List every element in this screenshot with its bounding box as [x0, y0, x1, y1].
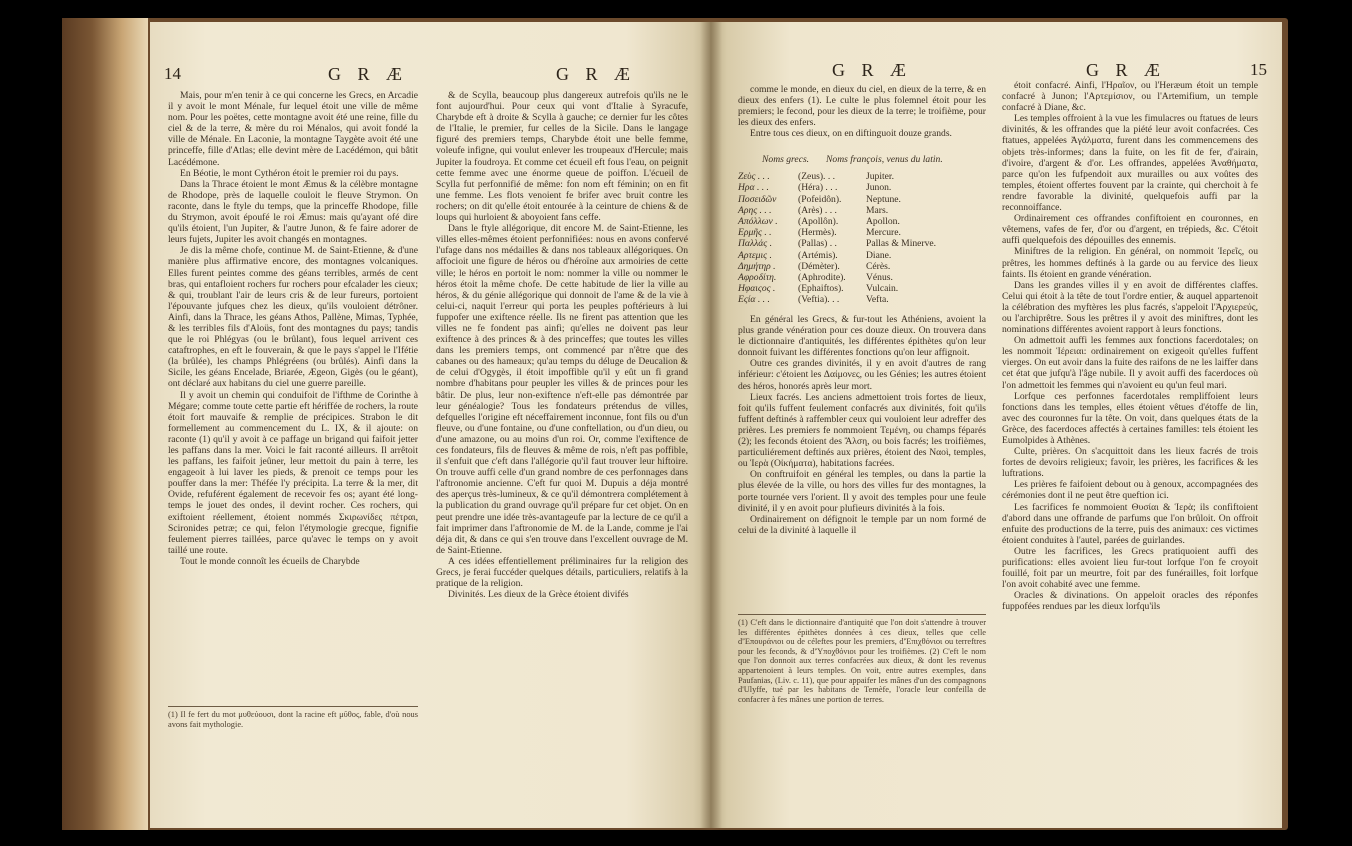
- page-number-left: 14: [164, 64, 181, 83]
- paragraph: Les temples offroient à la vue les fimulacres ou ftatues de leurs divinités, & les offrandes que la piété leur avoit confacrées. Ces ftatues, appelées Ἀγάλματα, furent dans les commencemens des objets très-informes; dans la fuite, on les fit de fer, d'airain, d'ivoire, d'argent & d'or. Les offrandes, appelées Ἀναθήματα, parce qu'on les fufpendoit aux murailles ou aux voûtes des temples, étoient offertes fouvent par la crainte, qui cherchoit à fe rendre favorable la divinité, quelquefois auffi par la reconnoiffance.: [1002, 113, 1258, 214]
- paragraph: On admettoit auffi les femmes aux fonctions facerdotales; on les nommoit Ἱέρειαι: ordinairement on exigeoit qu'elles fuffent vierges. On eut avoir dans la fuite des raifons de ne les laiffer dans cet état que jufqu'à l'âge nubile. Il y avoit auffi des facerdoces où l'on admettoit les femmes qui n'avoient eu qu'un feul mari.: [1002, 335, 1258, 391]
- paragraph: Oracles & divinations. On appeloit oracles des réponfes fuppofées rendues par les dieux lorfqu'ils: [1002, 590, 1258, 613]
- paragraph: Culte, prières. On s'acquittoit dans les lieux facrés de trois fortes de devoirs religieux; favoir, les prières, les facrifices & les luftrations.: [1002, 446, 1258, 480]
- french-name: Neptune.: [866, 193, 901, 205]
- greek-name: Αφροδίτη.: [738, 272, 777, 284]
- paragraph: Tout le monde connoît les écueils de Charybde: [180, 555, 360, 567]
- greek-name: Ποσειδῶν: [738, 193, 777, 205]
- running-head-left-1: G R Æ: [328, 64, 409, 84]
- greek-name: Ζεὺς . . .: [738, 171, 770, 183]
- header-greek-names: Noms grecs.: [762, 154, 810, 165]
- paragraph: comme le monde, en dieux du ciel, en dieux de la terre, & en dieux des enfers (1). Le culte le plus folemnel étoit pour les premiers; le fecond, pour les dieux de la terre; le troifième, pour les dieux des enfers.: [738, 84, 986, 129]
- footnote-rule: [168, 706, 418, 707]
- greek-name: Ηρα . . .: [738, 182, 769, 194]
- footnote-rule: [738, 614, 986, 615]
- transliteration: (Zeus). . .: [798, 171, 836, 183]
- french-name: Cérès.: [866, 260, 891, 272]
- greek-name: Ερμῆς . .: [738, 227, 772, 239]
- paragraph: Outre les facrifices, les Grecs pratiquoient auffi des purifications: elles avoient lieu fur-tout lorfque l'on fe croyoit fouillé, foit par un meurtre, foit par des funérailles, foit lorfque l'on avoit cohabité avec une femme.: [1002, 545, 1258, 591]
- right-page: [710, 22, 1282, 828]
- french-name: Jupiter.: [866, 171, 894, 183]
- table-row: [738, 283, 988, 294]
- paragraph: Ordinairement ces offrandes confiftoient en couronnes, en vêtemens, vafes de fer, d'or ou d'argent, en trépieds, &c. C'étoit auffi quelquefois des dépouilles des ennemis.: [1002, 213, 1258, 247]
- right-page-column-2: [1002, 80, 1258, 734]
- running-head-right-2: G R Æ: [1086, 60, 1167, 80]
- book-gutter: [700, 22, 722, 828]
- greek-name: Δημήτηρ .: [738, 260, 776, 272]
- table-row: [738, 294, 988, 305]
- french-name: Mercure.: [866, 227, 901, 239]
- paragraph: Dans la Thrace étoient le mont Æmus & la célèbre montagne de Rhodope, près de laquelle couloit le fleuve Strymon. On raconte, dans le ftyle du temps, que la princeffe Rhodope, fille du Strymon, avoit époufé le roi Æmus: mais qu'ayant ofé dire qu'ils étoient, l'un Jupiter, & l'autre Junon, & fe faire adorer de leurs fujets, Jupiter les avoit changés en montagnes.: [168, 178, 418, 246]
- table-row: [738, 216, 988, 227]
- french-name: Junon.: [866, 182, 892, 194]
- transliteration: (Pofeidôn).: [798, 193, 842, 205]
- paragraph: Lieux facrés. Les anciens admettoient trois fortes de lieux, foit qu'ils fuffent feulement confacrés aux divinités, foit qu'ils fuffent deftinés à raffembler ceux qui vouloient leur adreffer des prières. Les premiers fe nommoient Τεμένη, ou champs féparés (2); les feconds étoient des Ἄλση, ou bois facrés; les troifièmes, particuliérement deftinés aux prières, étoient des Ναοὶ, temples, ou Ἱερὰ (Οἰκήματα), habitations facrées.: [738, 391, 986, 470]
- greek-name: Απόλλων .: [738, 216, 778, 228]
- table-row: [738, 250, 988, 261]
- running-head-right-1: G R Æ: [832, 60, 913, 80]
- page-edges: [62, 18, 148, 830]
- french-name: Diane.: [866, 249, 892, 261]
- left-page: [150, 22, 710, 828]
- transliteration: (Hermès).: [798, 227, 837, 239]
- gods-table: [738, 154, 988, 306]
- paragraph: Mais, pour m'en tenir à ce qui concerne les Grecs, en Arcadie il y avoit le mont Ménale, fur lequel étoit une ville de même nom. Pour les poëtes, cette montagne avoit été une reine, fille du ciel & de la terre, & mère du roi Ménalos, qui avoit fondé la ville de Ménale. En Laconie, la montagne Taygète avoit été une princeffe, fille d'Atlas; elle devint mère de Lacédémon, qui bâtit Lacédémone.: [168, 90, 418, 168]
- right-page-intro: [738, 84, 986, 150]
- gods-table-header: [738, 154, 988, 165]
- table-row: [738, 194, 988, 205]
- french-name: Pallas & Minerve.: [866, 238, 937, 250]
- footnotes: (1) C'eft dans le dictionnaire d'antiquité que l'on doit s'attendre à trouver les différentes épithètes données à ces dieux, telles que celle d'Ἐπουράνιοι ou de céleftes pour les premiers, d'Ἐπιχθόνιοι ou terreftres pour les feconds, & d'Ὑποχθόνιοι pour les troifièmes. (2) C'eft le nom que l'on donnoit aux terres confacrées aux dieux, & dont les revenus appartenoient à leurs temples. On voit, entre autres exemples, dans Paufanias, (Liv. c. 11), que pour appaifer les mânes d'un des compagnons d'Ulyffe, tué par les habitans de Temèfe, l'oracle leur confeilla de confacrer à fes mânes une portion de terres.: [738, 618, 986, 704]
- greek-name: Αρτεμις .: [738, 249, 772, 261]
- table-row: [738, 272, 988, 283]
- table-row: [738, 182, 988, 193]
- paragraph: A ces idées effentiellement préliminaires fur la religion des Grecs, je ferai fuccéder quelques détails, particuliers, relatifs à la pratique de la religion.: [436, 555, 688, 590]
- transliteration: (Artémis).: [798, 249, 838, 261]
- transliteration: (Pallas) . .: [798, 238, 837, 250]
- french-name: Vefta.: [866, 294, 889, 306]
- greek-name: Ηφαιςος .: [738, 283, 776, 295]
- paragraph: étoit confacré. Ainfi, l'Ηραῖον, ou l'Heræum étoit un temple confacré à Junon; l'Αρτεμίσιον, ou l'Artemifium, un temple confacré à Diane, &c.: [1002, 80, 1258, 114]
- greek-name: Εςία . . .: [738, 294, 770, 306]
- french-name: Apollon.: [866, 216, 900, 228]
- paragraph: Les prières fe faifoient debout ou à genoux, accompagnées des cérémonies dont il ne peut être queftion ici.: [1002, 479, 1258, 502]
- table-row: [738, 261, 988, 272]
- transliteration: (Arès) . . .: [798, 204, 837, 216]
- table-row: [738, 205, 988, 216]
- paragraph: Il y avoit un chemin qui conduifoit de l'ifthme de Corinthe à Mégare; comme toute cette partie eft hériffée de rochers, la route étoit fort mauvaife & remplie de précipices. Strabon le dit formellement au commencement du L. IX, & il ajoute: on raconte (1) qu'il y avoit à ce paffage un brigand qui faifoit jetter les paffans dans la mer. Voici le fait raconté ailleurs. Il arrêtoit les paffans, les faifoit jeûner, leur mettoit du pain à terre, les engageoit à lui laver les pieds, & prenoit ce temps pour les pouffer dans la mer: Théfée l'y précipita. La terre & la mer, dit Ovide, refuférent également de recevoir fes os; ayant été long-temps le jouet des ondes, il devint rocher. Ces rochers, qui exiftoient réellement, étoient nommés Σκιρωνίδες πέτραι, Scironides petræ; ce qui, felon l'étymologie grecque, fignifie feulement pierres taillées, parce qu'avec le temps on y avoit taillé une route.: [168, 389, 418, 556]
- page-number-right: 15: [1250, 60, 1267, 79]
- table-row: [738, 171, 988, 182]
- greek-name: Παλλάς .: [738, 238, 772, 250]
- paragraph: Divinités. Les dieux de la Grèce étoient divifés: [448, 589, 629, 601]
- table-row: [738, 238, 988, 249]
- paragraph: Je dis la même chofe, continue M. de Saint-Etienne, & d'une manière plus affirmative encore, des montagnes volcaniques. Elles furent peintes comme des géans terribles, armés de cent bras, qui entafloient rochers fur rochers pour efcalader les cieux; & qui, troublant l'air de leurs cris & de leur fureurs, portoient l'épouvante jufques chez les dieux, qu'ils vouloient détrôner. Ainfi, dans la Thrace, les géans Athos, Pallène, Mimas, Typhée, & les terribles fils d'Aloüs, font des montagnes du pays; tandis que le roi Phlégyas (ou le brûlant), fous lequel arrivent ces cataftrophes, en eft le fouverain, & que le pays s'appel le l'Ifétie (la brûlée), les champs Phlégréens (ou brûlés). Ainfi dans la Sicile, les géans Encelade, Briarée, Ægeon, Gigès (ou le géant), ont déclaré aux habitans du ciel une guerre pareille.: [168, 245, 418, 390]
- paragraph: Outre ces grandes divinités, il y en avoit d'autres de rang inférieur: c'étoient les Δαίμονες, ou les Génies; les autres étoient des héros, honorés après leur mort.: [738, 358, 986, 392]
- french-name: Vénus.: [866, 272, 893, 284]
- paragraph: Dans les grandes villes il y en avoit de différentes claffes. Celui qui étoit à la tête de tout l'ordre entier, & auquel appartenoit la célébration des myftères les plus facrés, s'appeloit l'Ἀρχιερεύς, ou l'archiprêtre. Sous les prêtres il y avoit des miniftres, dont les nominations différentes avoient rapport à leurs fonctions.: [1002, 279, 1258, 336]
- greek-name: Αρης . . .: [738, 204, 772, 216]
- header-french-names: Noms françois, venus du latin.: [826, 154, 943, 165]
- footnote: (1) Il fe fert du mot μυθεύουσι, dont la racine eft μῦθος, fable, d'où nous avons fait mythologie.: [168, 710, 418, 729]
- table-row: [738, 227, 988, 238]
- paragraph: Ordinairement on défignoit le temple par un nom formé de celui de la divinité à laquelle il: [738, 513, 986, 536]
- paragraph: Miniftres de la religion. En général, on nommoit Ἱερεῖς, ou prêtres, les hommes deftinés à la garde ou au fervice des lieux faints. Ils étoient en grande vénération.: [1002, 246, 1258, 280]
- paragraph: Les facrifices fe nommoient Θυσίαι & Ἱερὰ; ils confiftoient d'abord dans une offrande de parfums que l'on brûloit. On offroit enfuite des productions de la terre, puis des animaux: ces victimes étoient conduites à l'autel, parées de guirlandes.: [1002, 501, 1258, 546]
- left-page-column-2: [436, 90, 688, 734]
- paragraph: Dans le ftyle allégorique, dit encore M. de Saint-Etienne, les villes elles-mêmes étoient perfonnifiées: nous en avons confervé l'ufage dans nos médailles & dans nos tableaux allégoriques. On affocioit une figure de héros ou d'héroïne aux armoiries de cette ville; le héros en portoit le nom: nommer la ville ou nommer le héros étoit la même chofe. De cette habitude de lier la ville au héros, & du génie allégorique qui donnoit de l'ame & de la vie à celui-ci, naquit l'erreur qui porta les peuples poftérieurs à lui fuppofer une exiftence réelle. Ils ne firent pas attention que les villes ne fe fondent pas ainfi; qu'elles ne doivent pas leur exiftence à des princes & à des princeffes; que toutes les villes dans les premiers temps, ont commencé par n'être que des cabanes ou des hameaux; qu'au temps du déluge de Deucalion & de celui d'Ogygès, il étoit impoffible qu'il y eût un fi grand nombre d'habitans pour peupler les villes & de princes pour les bâtir. De plus, leur non-exiftence n'eft-elle pas démontrée par leur généalogie? Tous les fondateurs prétendus de villes, defquelles l'origine eft néceffairement inconnue, font fils ou d'un fleuve, ou d'une fontaine, ou d'une conftellation, ou d'un dieu, ou d'une amazone, ou au moins d'un roi. Or, comme l'exiftence de ces fondateurs, fils de fleuves & même de rois, n'eft pas poffible, il s'enfuit que c'eft dans l'allégorie qu'il faut trouver leur hiftoire. On trouve auffi celle d'un grand nombre de ces perfonnages dans l'aftronomie ancienne. C'eft fur quoi M. Dupuis a déja montré des aperçus très-lumineux, & ce qu'il démontrera complétement à la publication du grand ouvrage qu'il prépare fur cet objet. On en peut prendre une idée très-avantageufe par la lecture de ce qu'il a fait imprimer dans l'aftronomie de M. de la Lande, comme je l'ai déja dit, & dans ce qui s'en trouve dans l'excellent ouvrage de M. de Saint-Etienne.: [436, 223, 688, 556]
- transliteration: (Héra) . . .: [798, 182, 838, 194]
- transliteration: (Démèter).: [798, 260, 840, 272]
- french-name: Vulcain.: [866, 283, 899, 295]
- paragraph: En général les Grecs, & fur-tout les Athéniens, avoient la plus grande vénération pour ces douze dieux. On trouvera dans le dictionnaire d'antiquités, les différentes épithètes qu'on leur donnoit fuivant les différentes fonctions qu'on leur affignoit.: [738, 314, 986, 359]
- paragraph: & de Scylla, beaucoup plus dangereux autrefois qu'ils ne le font aujourd'hui. Pour ceux qui vont d'Italie à Syracufe, Charybde eft à droite & Scylla à gauche; ce dernier fur les côtes de l'Italie, le premier, fur celles de la Sicile. Dans le langage figuré des premiers temps, Charybde étoit une belle femme, voleufe infigne, qui voulut enlever les troupeaux d'Hercule; mais Jupiter la foudroya. Et comme cet écueil eft fous l'eau, on peignit cette femme avec une énorme queue de poiffon. L'écueil de Scylla fut perfonnifié de même: fon nom eft féminin; on en fit une femme. Les flots venoient fe brifer avec bruit contre les rochers; on dit qu'elle étoit entourée à la ceinture de chiens & de loups qui hurloient & aboyoient fans ceffe.: [436, 90, 688, 224]
- right-page-column-1: [738, 314, 986, 610]
- transliteration: (Apollôn).: [798, 216, 839, 228]
- transliteration: (Ephaiftos).: [798, 283, 844, 295]
- running-head-left-2: G R Æ: [556, 64, 637, 84]
- paragraph: En Béotie, le mont Cythéron étoit le premier roi du pays.: [180, 167, 399, 179]
- transliteration: (Aphrodite).: [798, 272, 846, 284]
- paragraph: On conftruifoit en général les temples, ou dans la partie la plus élevée de la ville, ou hors des villes fur des montagnes, la porte tournée vers l'orient. Il y avoit des temples pour une feule divinité, il y en avoit pour plufieurs divinités à la fois.: [738, 469, 986, 514]
- french-name: Mars.: [866, 204, 889, 216]
- paragraph: Lorfque ces perfonnes facerdotales rempliffoient leurs fonctions dans les temples, elles étoient vêtues d'étoffe de lin, avec des couronnes fur la tête. On voit, dans quelques états de la Grèce, des facerdoces affectés à certaines familles: tels étoient les Eumolpides à Athènes.: [1002, 390, 1258, 446]
- transliteration: (Veftia). . .: [798, 294, 840, 306]
- left-page-column-1: [168, 90, 418, 702]
- paragraph: Entre tous ces dieux, on en diftinguoit douze grands.: [750, 128, 952, 140]
